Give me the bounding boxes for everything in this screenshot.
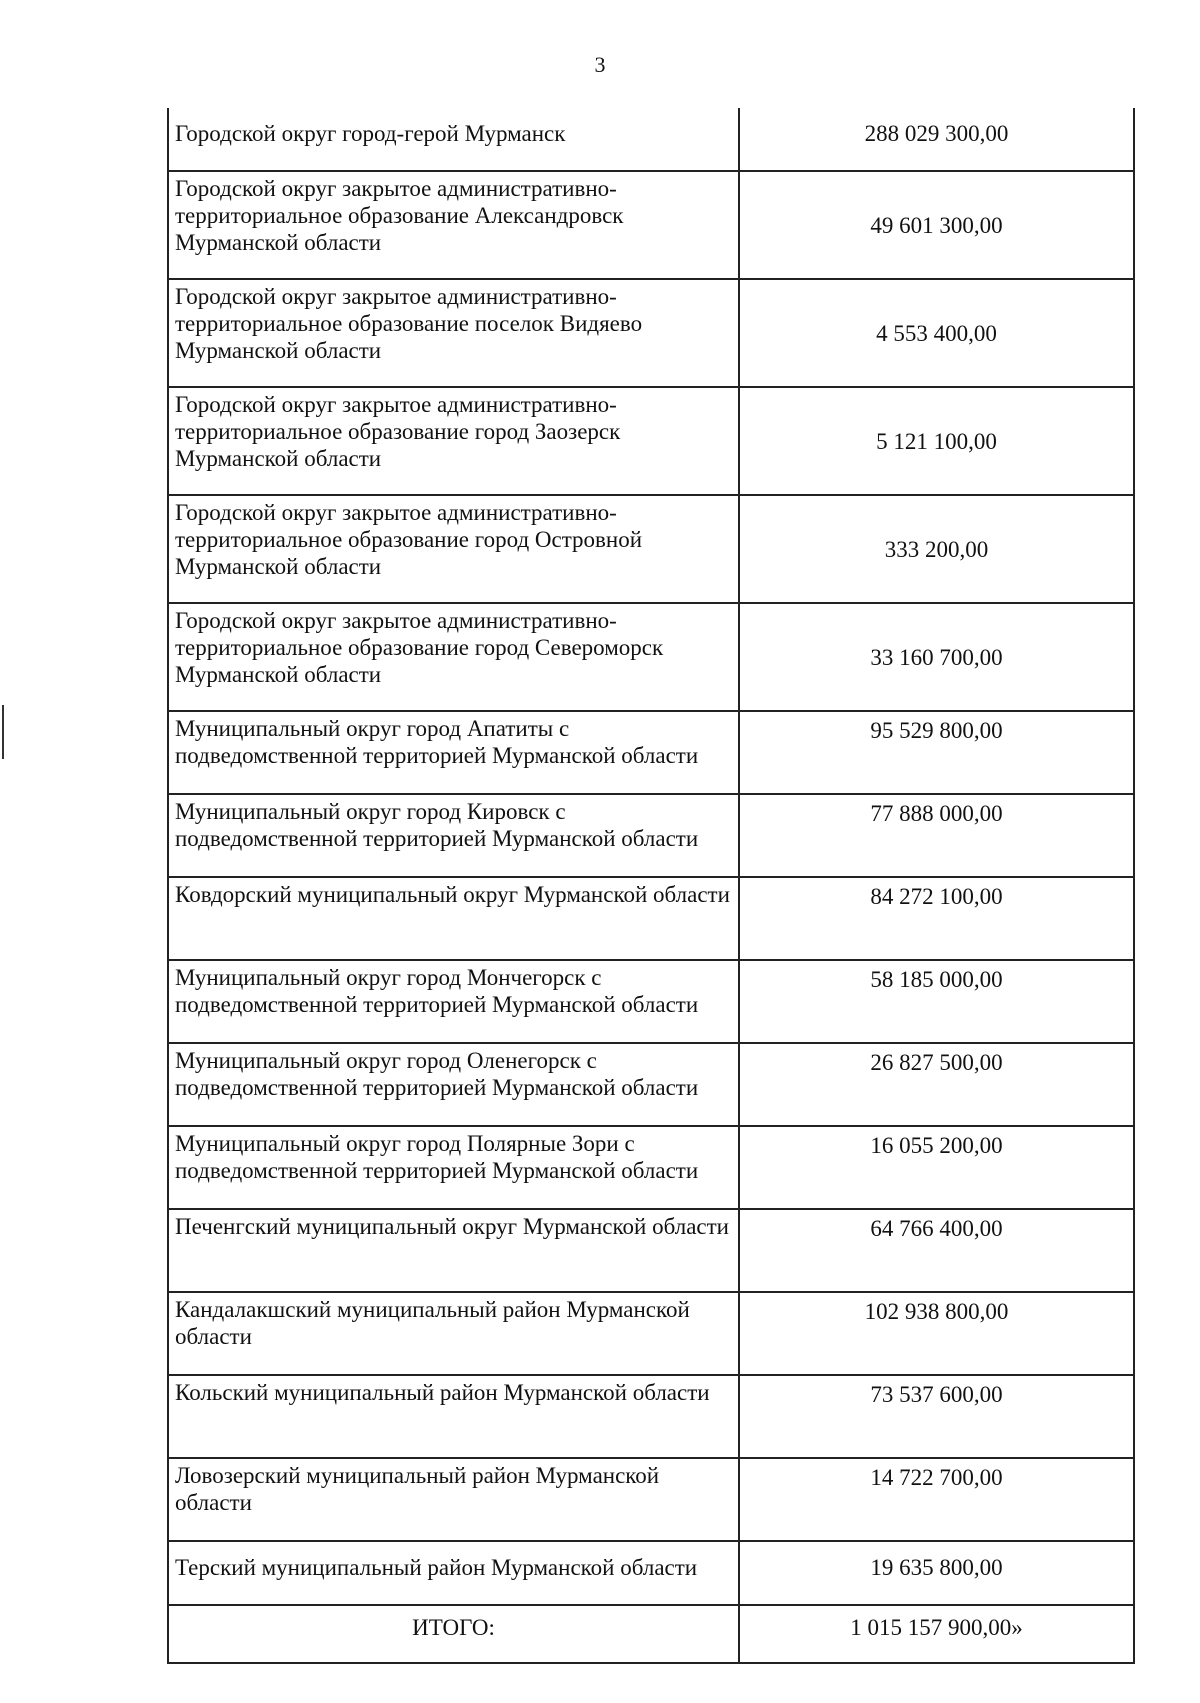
scan-edge-mark <box>2 705 4 759</box>
municipality-name: Городской округ закрытое административно-территориальное образование Александровск Мурманской области <box>168 171 739 279</box>
table-row <box>168 877 1134 960</box>
table-row <box>168 1541 1134 1605</box>
table-row <box>168 495 1134 603</box>
amount-value: 4 553 400,00 <box>739 279 1134 387</box>
amount-value: 77 888 000,00 <box>739 794 1134 877</box>
municipality-name: Городской округ закрытое административно-территориальное образование город Островной Мурманской области <box>168 495 739 603</box>
municipality-name: Городской округ закрытое административно-территориальное образование поселок Видяево Мурманской области <box>168 279 739 387</box>
amount-value: 49 601 300,00 <box>739 171 1134 279</box>
amount-value: 14 722 700,00 <box>739 1458 1134 1541</box>
municipality-name: Городской округ город-герой Мурманск <box>168 108 739 171</box>
municipality-name: Муниципальный округ город Апатиты с подведомственной территорией Мурманской области <box>168 711 739 794</box>
table-row <box>168 794 1134 877</box>
table-row <box>168 171 1134 279</box>
table-row <box>168 1292 1134 1375</box>
municipality-name: Муниципальный округ город Мончегорск с подведомственной территорией Мурманской области <box>168 960 739 1043</box>
amount-value: 64 766 400,00 <box>739 1209 1134 1292</box>
table-row <box>168 279 1134 387</box>
municipality-name: Муниципальный округ город Кировск с подведомственной территорией Мурманской области <box>168 794 739 877</box>
table-row <box>168 1043 1134 1126</box>
amount-value: 19 635 800,00 <box>739 1541 1134 1605</box>
amount-value: 333 200,00 <box>739 495 1134 603</box>
amount-value: 288 029 300,00 <box>739 108 1134 171</box>
page-number: 3 <box>594 52 606 77</box>
amount-value: 5 121 100,00 <box>739 387 1134 495</box>
amount-value: 58 185 000,00 <box>739 960 1134 1043</box>
municipality-name: Печенгский муниципальный округ Мурманской области <box>168 1209 739 1292</box>
municipality-name: Ловозерский муниципальный район Мурманской области <box>168 1458 739 1541</box>
table-row <box>168 387 1134 495</box>
municipality-name: Городской округ закрытое административно-территориальное образование город Заозерск Мурманской области <box>168 387 739 495</box>
total-label: ИТОГО: <box>168 1605 739 1663</box>
amount-value: 16 055 200,00 <box>739 1126 1134 1209</box>
amount-value: 102 938 800,00 <box>739 1292 1134 1375</box>
table-row <box>168 603 1134 711</box>
municipality-name: Кандалакшский муниципальный район Мурманской области <box>168 1292 739 1375</box>
table-row <box>168 1126 1134 1209</box>
allocation-table-container <box>167 108 1133 1664</box>
table-row <box>168 1209 1134 1292</box>
table-row <box>168 960 1134 1043</box>
amount-value: 33 160 700,00 <box>739 603 1134 711</box>
amount-value: 73 537 600,00 <box>739 1375 1134 1458</box>
municipality-name: Муниципальный округ город Оленегорск с подведомственной территорией Мурманской области <box>168 1043 739 1126</box>
municipality-name: Терский муниципальный район Мурманской области <box>168 1541 739 1605</box>
table-row <box>168 1375 1134 1458</box>
amount-value: 95 529 800,00 <box>739 711 1134 794</box>
allocation-table <box>167 108 1135 1664</box>
table-row <box>168 711 1134 794</box>
total-amount: 1 015 157 900,00» <box>739 1605 1134 1663</box>
municipality-name: Ковдорский муниципальный округ Мурманской области <box>168 877 739 960</box>
municipality-name: Кольский муниципальный район Мурманской области <box>168 1375 739 1458</box>
amount-value: 26 827 500,00 <box>739 1043 1134 1126</box>
table-row <box>168 1458 1134 1541</box>
total-row <box>168 1605 1134 1663</box>
table-row <box>168 108 1134 171</box>
municipality-name: Муниципальный округ город Полярные Зори с подведомственной территорией Мурманской области <box>168 1126 739 1209</box>
amount-value: 84 272 100,00 <box>739 877 1134 960</box>
municipality-name: Городской округ закрытое административно-территориальное образование город Североморск Мурманской области <box>168 603 739 711</box>
